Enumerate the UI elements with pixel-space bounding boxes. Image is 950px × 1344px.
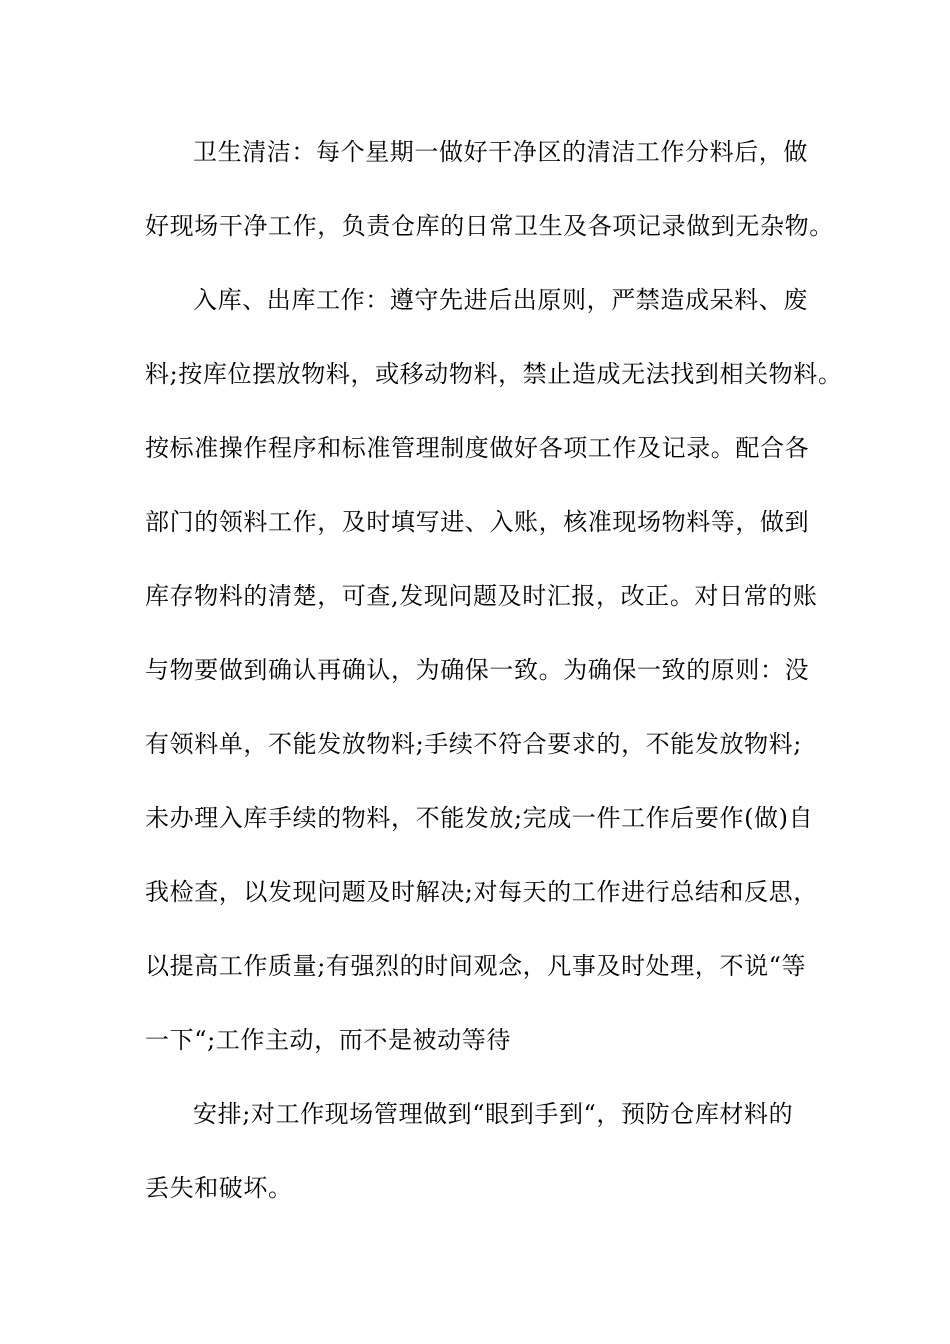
document-body bbox=[145, 120, 843, 1230]
paragraph-line: 好现场干净工作，负责仓库的日常卫生及各项记录做到无杂物。 bbox=[145, 212, 834, 240]
paragraph-line: 库存物料的清楚，可查,发现问题及时汇报，改正。对日常的账 bbox=[145, 582, 818, 610]
paragraph-line: 一下“;工作主动，而不是被动等待 bbox=[145, 1026, 511, 1054]
paragraph-line: 按标准操作程序和标准管理制度做好各项工作及记录。配合各 bbox=[145, 434, 810, 462]
paragraph-line: 未办理入库手续的物料，不能发放;完成一件工作后要作(做)自 bbox=[145, 804, 814, 832]
paragraph-line: 丢失和破坏。 bbox=[145, 1174, 293, 1202]
paragraph-line: 以提高工作质量;有强烈的时间观念，凡事及时处理，不说“等 bbox=[145, 952, 807, 980]
paragraph-line: 安排;对工作现场管理做到“眼到手到“，预防仓库材料的 bbox=[193, 1100, 794, 1128]
paragraph-line: 与物要做到确认再确认，为确保一致。为确保一致的原则：没 bbox=[145, 656, 810, 684]
paragraph-line: 有领料单，不能发放物料;手续不符合要求的，不能发放物料; bbox=[145, 730, 802, 758]
paragraph-line: 入库、出库工作：遵守先进后出原则，严禁造成呆料、废 bbox=[193, 286, 808, 314]
paragraph-line: 卫生清洁：每个星期一做好干净区的清洁工作分料后，做 bbox=[193, 138, 808, 166]
paragraph-line: 料;按库位摆放物料，或移动物料，禁止造成无法找到相关物料。 bbox=[145, 360, 843, 388]
paragraph-line: 我检查，以发现问题及时解决;对每天的工作进行总结和反思， bbox=[145, 878, 818, 906]
paragraph-line: 部门的领料工作，及时填写进、入账，核准现场物料等，做到 bbox=[145, 508, 810, 536]
